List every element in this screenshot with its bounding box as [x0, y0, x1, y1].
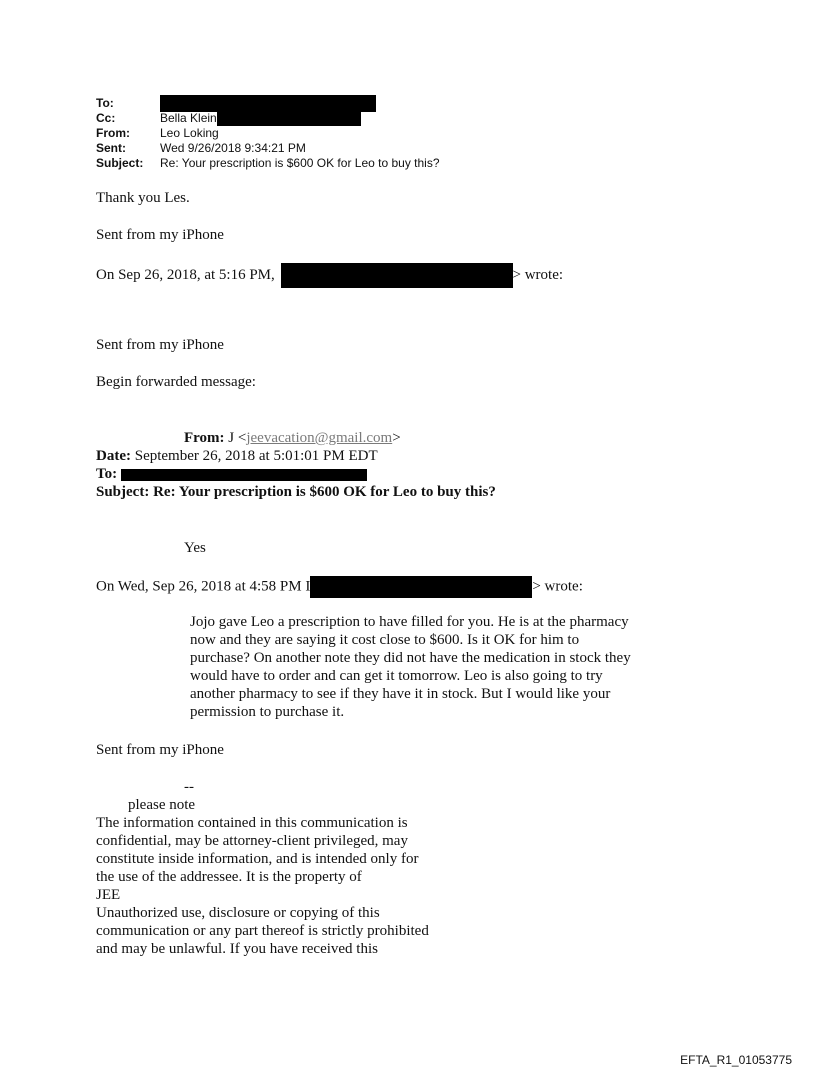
fwd-from-label: From:	[184, 430, 225, 446]
disclaimer-line: confidential, may be attorney-client privileged, may	[96, 833, 408, 849]
please-note-text: please note	[128, 797, 196, 813]
fwd-to-label: To:	[96, 466, 118, 482]
fwd-from-email-link[interactable]: jeevacation@gmail.com	[246, 430, 393, 446]
disclaimer-line: The information contained in this communication is	[96, 815, 408, 831]
disclaimer-line: Unauthorized use, disclosure or copying of this	[96, 905, 380, 921]
to-row	[96, 96, 440, 111]
fwd-date-line	[96, 447, 496, 465]
fwd-date-value: September 26, 2018 at 5:01:01 PM EDT	[134, 448, 378, 464]
redaction-bar	[310, 576, 532, 598]
fwd-subject-value: Re: Your prescription is $600 OK for Leo to buy this?	[153, 484, 496, 500]
email-header	[96, 96, 440, 171]
disclaimer-line: constitute inside information, and is intended only for	[96, 851, 419, 867]
begin-forwarded-text: Begin forwarded message:	[96, 374, 256, 390]
sent-value: Wed 9/26/2018 9:34:21 PM	[160, 141, 306, 155]
to-label: To:	[96, 96, 114, 110]
redaction-bar	[160, 95, 376, 112]
sent-label: Sent:	[96, 141, 126, 155]
from-row	[96, 126, 440, 141]
sent-row	[96, 141, 440, 156]
from-label: From:	[96, 126, 130, 140]
cc-row	[96, 111, 440, 126]
cc-label: Cc:	[96, 111, 116, 125]
sent-from-iphone: Sent from my iPhone	[96, 337, 224, 353]
subject-row	[96, 156, 440, 171]
fwd-subject-label: Subject:	[96, 484, 150, 500]
redaction-bar	[121, 469, 367, 481]
on-date-prefix: On Sep 26, 2018, at 5:16 PM,	[96, 266, 275, 283]
document-id: EFTA_R1_01053775	[680, 1053, 792, 1067]
disclaimer-line: communication or any part thereof is strictly prohibited	[96, 923, 429, 939]
sent-from-iphone: Sent from my iPhone	[96, 742, 224, 758]
wrote-suffix: > wrote:	[532, 578, 583, 595]
forwarded-header	[96, 429, 496, 501]
signature-dashes: --	[184, 779, 194, 795]
fwd-to-line	[96, 465, 496, 483]
cc-value: Bella Klein	[160, 111, 217, 125]
yes-reply: Yes	[184, 540, 206, 556]
thanks-text: Thank you Les.	[96, 190, 190, 206]
fwd-from-close: >	[392, 430, 401, 446]
fwd-from-name: J <	[228, 430, 247, 446]
disclaimer-line: and may be unlawful. If you have received this	[96, 941, 378, 957]
redaction-bar	[281, 263, 513, 288]
wrote-suffix: > wrote:	[512, 266, 564, 283]
sent-from-iphone: Sent from my iPhone	[96, 227, 224, 243]
quoted-message: Jojo gave Leo a prescription to have filled for you. He is at the pharmacy now and they are saying it cost close to $600. Is it OK for him to purchase? On another note they did not have the medication in stock they would have to order and can get it tomorrow. Leo is also going to try another pharmacy to see if they have it in stock. But I would like your permission to purchase it.	[190, 614, 631, 720]
disclaimer-line: JEE	[96, 887, 121, 903]
fwd-subject-line	[96, 483, 496, 501]
disclaimer-line: the use of the addressee. It is the property of	[96, 869, 362, 885]
fwd-from-line	[96, 429, 496, 447]
on-date-prefix: On Wed, Sep 26, 2018 at 4:58 PM I	[96, 578, 311, 595]
redaction-bar	[217, 111, 361, 126]
from-value: Leo Loking	[160, 126, 219, 140]
on-date-line-2	[96, 576, 583, 598]
subject-value: Re: Your prescription is $600 OK for Leo to buy this?	[160, 156, 440, 170]
on-date-line-1	[96, 263, 563, 288]
signature-disclaimer	[96, 778, 516, 958]
subject-label: Subject:	[96, 156, 144, 170]
fwd-date-label: Date:	[96, 448, 131, 464]
